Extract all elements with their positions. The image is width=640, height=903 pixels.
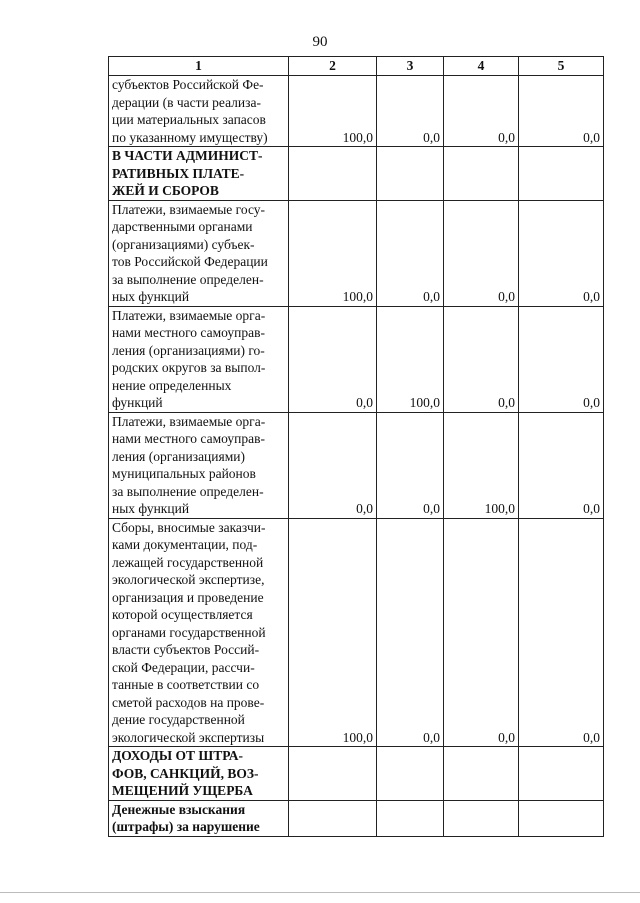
row-name-cell: Платежи, взимаемые орга- нами местного самоуправ- ления (организациями) муниципальных районов за выполнение определен- ных функций [109,412,289,518]
table-row [109,147,604,201]
row-value-col-2 [289,747,377,801]
row-value-col-4: 0,0 [444,306,519,412]
table-row [109,76,604,147]
row-value-col-4: 0,0 [444,76,519,147]
table-header-row [109,57,604,76]
table-row [109,518,604,747]
table-row [109,412,604,518]
row-value-col-2 [289,800,377,836]
row-value-col-3 [377,800,444,836]
page-number: 90 [312,34,328,50]
header-col-1: 1 [109,57,289,76]
row-value-col-5: 0,0 [519,200,604,306]
row-name-cell: ДОХОДЫ ОТ ШТРА- ФОВ, САНКЦИЙ, ВОЗ- МЕЩЕНИЙ УЩЕРБА [109,747,289,801]
row-value-col-2: 100,0 [289,76,377,147]
row-name-cell: Денежные взыскания (штрафы) за нарушение [109,800,289,836]
row-value-col-2: 100,0 [289,518,377,747]
row-value-col-4 [444,747,519,801]
row-value-col-5 [519,747,604,801]
row-value-col-5 [519,800,604,836]
row-value-col-3: 0,0 [377,412,444,518]
row-value-col-4 [444,147,519,201]
row-value-col-2 [289,147,377,201]
row-value-col-5: 0,0 [519,518,604,747]
row-value-col-3: 100,0 [377,306,444,412]
header-col-5: 5 [519,57,604,76]
row-name-cell: Сборы, вносимые заказчи- ками документации, под- лежащей государственной экологической экспертизе, организация и проведение которой осуществляется органами государственной власти субъектов Россий- ской Федерации, рассчи- танные в соответствии со сметой расходов на прове- дение государственной экологической экспертизы [109,518,289,747]
row-value-col-4 [444,800,519,836]
row-value-col-5: 0,0 [519,76,604,147]
row-value-col-4: 100,0 [444,412,519,518]
table-body [109,76,604,837]
header-col-3: 3 [377,57,444,76]
row-name-cell: Платежи, взимаемые орга- нами местного самоуправ- ления (организациями) го- родских округов за выпол- нение определенных функций [109,306,289,412]
row-value-col-3: 0,0 [377,200,444,306]
row-name-cell: Платежи, взимаемые госу- дарственными органами (организациями) субъек- тов Российской Федерации за выполнение определен- ных функций [109,200,289,306]
row-value-col-3 [377,147,444,201]
budget-distribution-table [108,56,604,837]
row-value-col-3: 0,0 [377,76,444,147]
header-col-4: 4 [444,57,519,76]
row-name-cell: субъектов Российской Фе- дерации (в части реализа- ции материальных запасов по указанному имуществу) [109,76,289,147]
bottom-divider [0,892,640,893]
row-value-col-3: 0,0 [377,518,444,747]
header-col-2: 2 [289,57,377,76]
row-value-col-5 [519,147,604,201]
row-value-col-4: 0,0 [444,200,519,306]
row-name-cell: В ЧАСТИ АДМИНИСТ- РАТИВНЫХ ПЛАТЕ- ЖЕЙ И СБОРОВ [109,147,289,201]
row-value-col-2: 0,0 [289,306,377,412]
table-row [109,747,604,801]
table-row [109,800,604,836]
table-row [109,306,604,412]
table-row [109,200,604,306]
row-value-col-2: 100,0 [289,200,377,306]
row-value-col-3 [377,747,444,801]
row-value-col-5: 0,0 [519,306,604,412]
row-value-col-2: 0,0 [289,412,377,518]
row-value-col-4: 0,0 [444,518,519,747]
row-value-col-5: 0,0 [519,412,604,518]
